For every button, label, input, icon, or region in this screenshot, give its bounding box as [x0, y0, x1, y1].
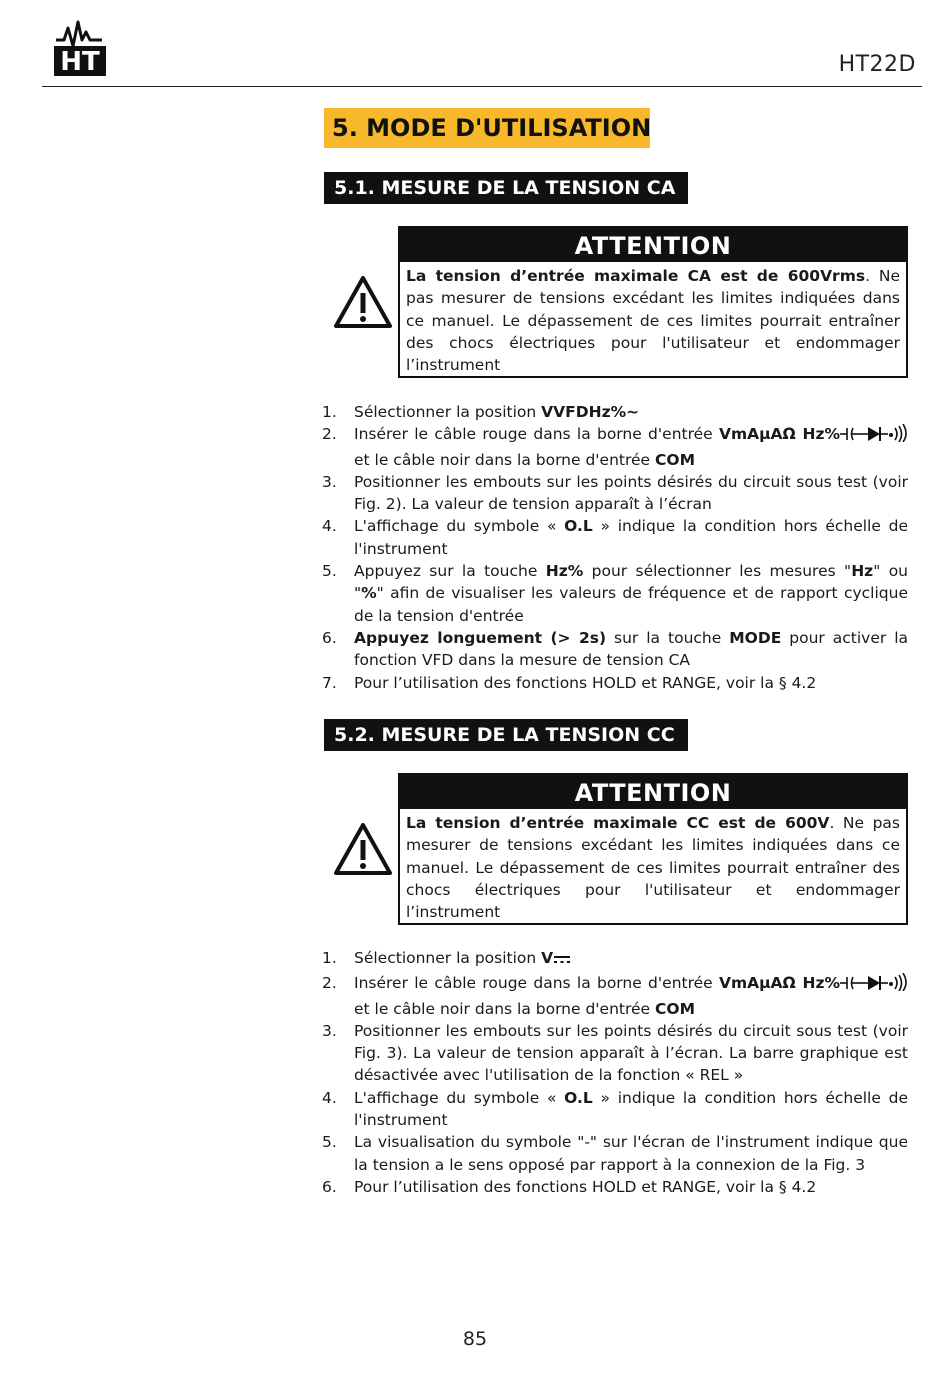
subsection-title-ca: 5.1. MESURE DE LA TENSION CA [324, 172, 688, 204]
attention-box-ca [398, 226, 908, 378]
list-item: 3. Positionner les embouts sur les points désirés du circuit sous test (voir Fig. 3). La valeur de tension apparaît à l’écran. La barre graphique est désactivée avec l'utilisation de la fonction « REL » [322, 1021, 908, 1085]
list-item: 6. Appuyez longuement (> 2s) sur la touche MODE pour activer la fonction VFD dans la mesure de tension CA [322, 628, 908, 670]
warning-triangle-icon [332, 274, 394, 330]
steps-list-ca [322, 401, 908, 694]
list-item: 4. L'affichage du symbole « O.L » indique la condition hors échelle de l'instrument [322, 517, 908, 558]
list-item: 7. Pour l’utilisation des fonctions HOLD et RANGE, voir la § 4.2 [322, 673, 817, 692]
steps-list-cc [322, 947, 908, 1198]
attention-text: La tension d’entrée maximale CA est de 600Vrms. Ne pas mesurer de tensions excédant les limites indiquées dans ce manuel. Le dépassement de ces limites pourrait entraîner des chocs électriques pour l'utilisateur et endommager l’instrument [406, 267, 900, 375]
page-number: 85 [462, 1328, 488, 1350]
list-item: 1. Sélectionner la position VVFDHz%~ [322, 403, 640, 421]
header-divider [42, 86, 922, 87]
continuity-buzzer-icon [888, 424, 908, 448]
list-item: 5. Appuyez sur la touche Hz% pour sélectionner les mesures "Hz" ou "%" afin de visualiser les valeurs de fréquence et de rapport cyclique de la tension d'entrée [322, 562, 908, 625]
list-item: 5. La visualisation du symbole "-" sur l'écran de l'instrument indique que la tension a le sens opposé par rapport à la connexion de la Fig. 3 [322, 1133, 908, 1174]
dc-symbol-icon [553, 950, 571, 972]
continuity-buzzer-icon [888, 973, 908, 997]
list-item: 4. L'affichage du symbole « O.L » indique la condition hors échelle de l'instrument [322, 1088, 908, 1130]
attention-heading: ATTENTION [400, 228, 906, 262]
attention-heading: ATTENTION [400, 775, 906, 809]
capacitor-icon [840, 975, 860, 997]
attention-box-cc [398, 773, 908, 925]
list-item: 1. Sélectionner la position V [322, 947, 908, 972]
warning-triangle-icon [332, 821, 394, 877]
list-item: 2. Insérer le câble rouge dans la borne d'entrée VmAµAΩ Hz% et le câble noir dans la borne d'entrée COM [322, 972, 908, 1020]
capacitor-icon [840, 426, 860, 448]
subsection-title-cc: 5.2. MESURE DE LA TENSION CC [324, 719, 688, 751]
diode-icon [860, 975, 888, 997]
list-item: 6. Pour l’utilisation des fonctions HOLD et RANGE, voir la § 4.2 [322, 1177, 817, 1196]
model-name: HT22D [838, 52, 916, 77]
ht-logo-icon [50, 12, 110, 78]
list-item: 2. Insérer le câble rouge dans la borne d'entrée VmAµAΩ Hz% et le câble noir dans la borne d'entrée COM [322, 423, 908, 471]
diode-icon [860, 426, 888, 448]
list-item: 3. Positionner les embouts sur les points désirés du circuit sous test (voir Fig. 2). La valeur de tension apparaît à l’écran [322, 472, 908, 514]
section-title: 5. MODE D'UTILISATION [324, 108, 650, 148]
svg-text:HT: HT [60, 47, 100, 77]
attention-text: La tension d’entrée maximale CC est de 600V. Ne pas mesurer de tensions excédant les limites indiquées dans ce manuel. Le dépassement de ces limites pourrait entraîner des chocs électriques pour l'utilisateur et endommager l’instrument [406, 814, 900, 922]
